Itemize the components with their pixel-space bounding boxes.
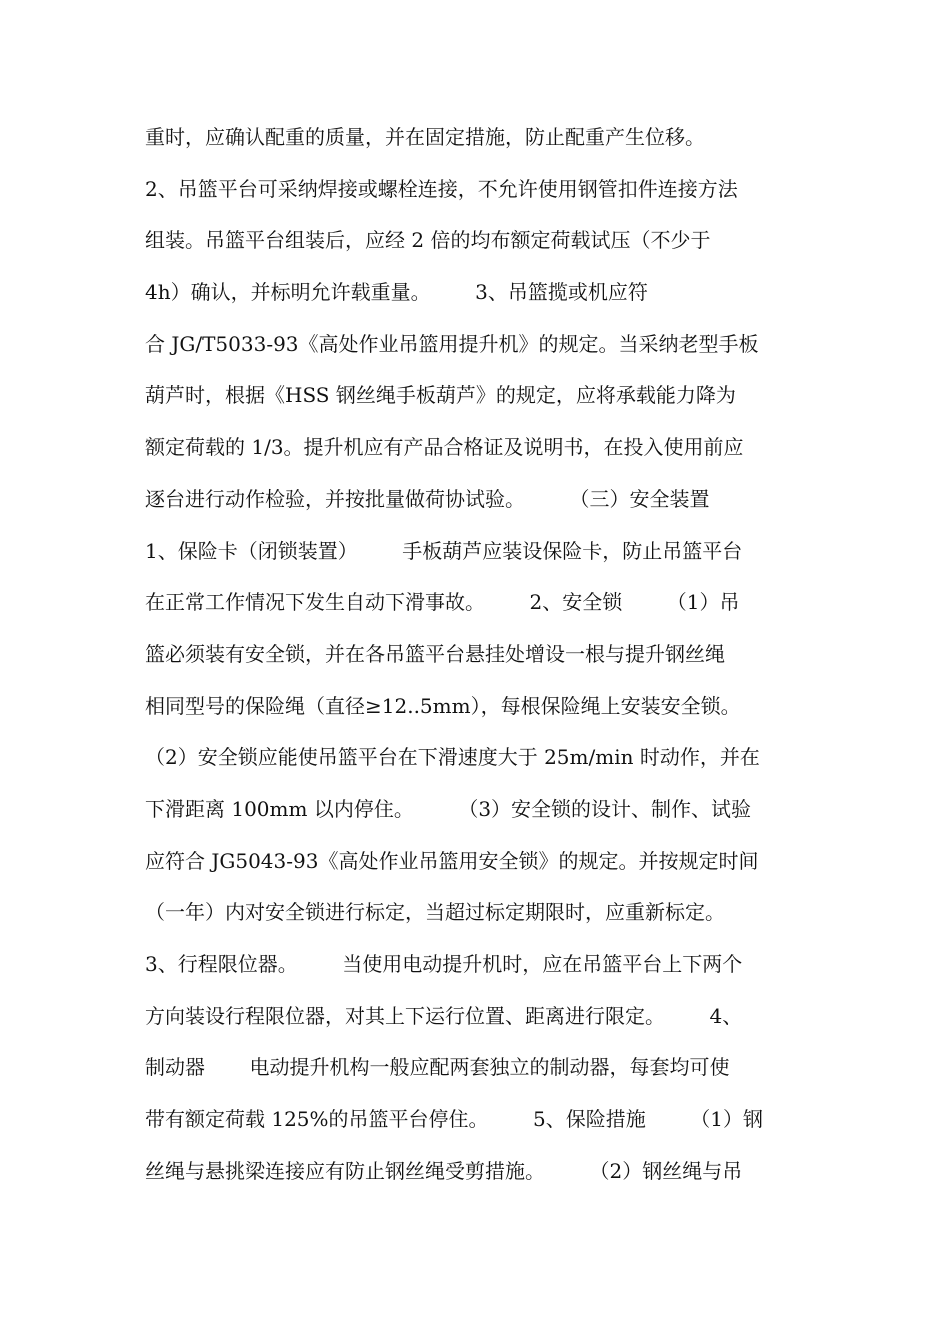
text-line: 在正常工作情况下发生自动下滑事故。 2、安全锁 （1）吊 (145, 590, 740, 615)
text-line: 3、行程限位器。 当使用电动提升机时，应在吊篮平台上下两个 (145, 952, 743, 976)
text-line: 2、吊篮平台可采纳焊接或螺栓连接，不允许使用钢管扣件连接方法 (145, 176, 738, 201)
text-line: 相同型号的保险绳（直径≥12..5mm），每根保险绳上安装安全锁。 (145, 693, 741, 718)
text-line: 合 JG/T5033-93《高处作业吊篮用提升机》的规定。当采纳老型手板 (145, 331, 759, 356)
text-line: 丝绳与悬挑梁连接应有防止钢丝绳受剪措施。 （2）钢丝绳与吊 (145, 1158, 743, 1183)
text-line: 应符合 JG5043-93《高处作业吊篮用安全锁》的规定。并按规定时间 (145, 848, 759, 873)
text-line: 1、保险卡（闭锁装置） 手板葫芦应装设保险卡，防止吊篮平台 (145, 538, 743, 563)
text-line: 带有额定荷载 125%的吊篮平台停住。 5、保险措施 （1）钢 (145, 1107, 763, 1132)
text-line: 葫芦时，根据《HSS 钢丝绳手板葫芦》的规定，应将承载能力降为 (145, 383, 736, 408)
text-line: 制动器 电动提升机构一般应配两套独立的制动器，每套均可使 (145, 1055, 730, 1080)
text-line: 方向装设行程限位器，对其上下运行位置、距离进行限定。 4、 (145, 1003, 743, 1028)
text-line: 组装。吊篮平台组装后，应经 2 倍的均布额定荷载试压（不少于 (145, 228, 711, 253)
text-line: 篮必须装有安全锁，并在各吊篮平台悬挂处增设一根与提升钢丝绳 (145, 641, 725, 666)
text-line: 额定荷载的 1/3。提升机应有产品合格证及说明书，在投入使用前应 (145, 435, 744, 460)
text-line: 4h）确认，并标明允许载重量。 3、吊篮揽或机应符 (145, 280, 648, 305)
text-line: （2）安全锁应能使吊篮平台在下滑速度大于 25m/min 时动作，并在 (145, 745, 760, 770)
body-text (145, 117, 815, 1202)
text-line: 下滑距离 100mm 以内停住。 （3）安全锁的设计、制作、试验 (145, 796, 752, 821)
text-line: 重时，应确认配重的质量，并在固定措施，防止配重产生位移。 (145, 125, 705, 149)
text-line: 逐台进行动作检验，并按批量做荷协试验。 （三）安全装置 (145, 486, 710, 511)
text-line: （一年）内对安全锁进行标定，当超过标定期限时，应重新标定。 (145, 900, 725, 925)
